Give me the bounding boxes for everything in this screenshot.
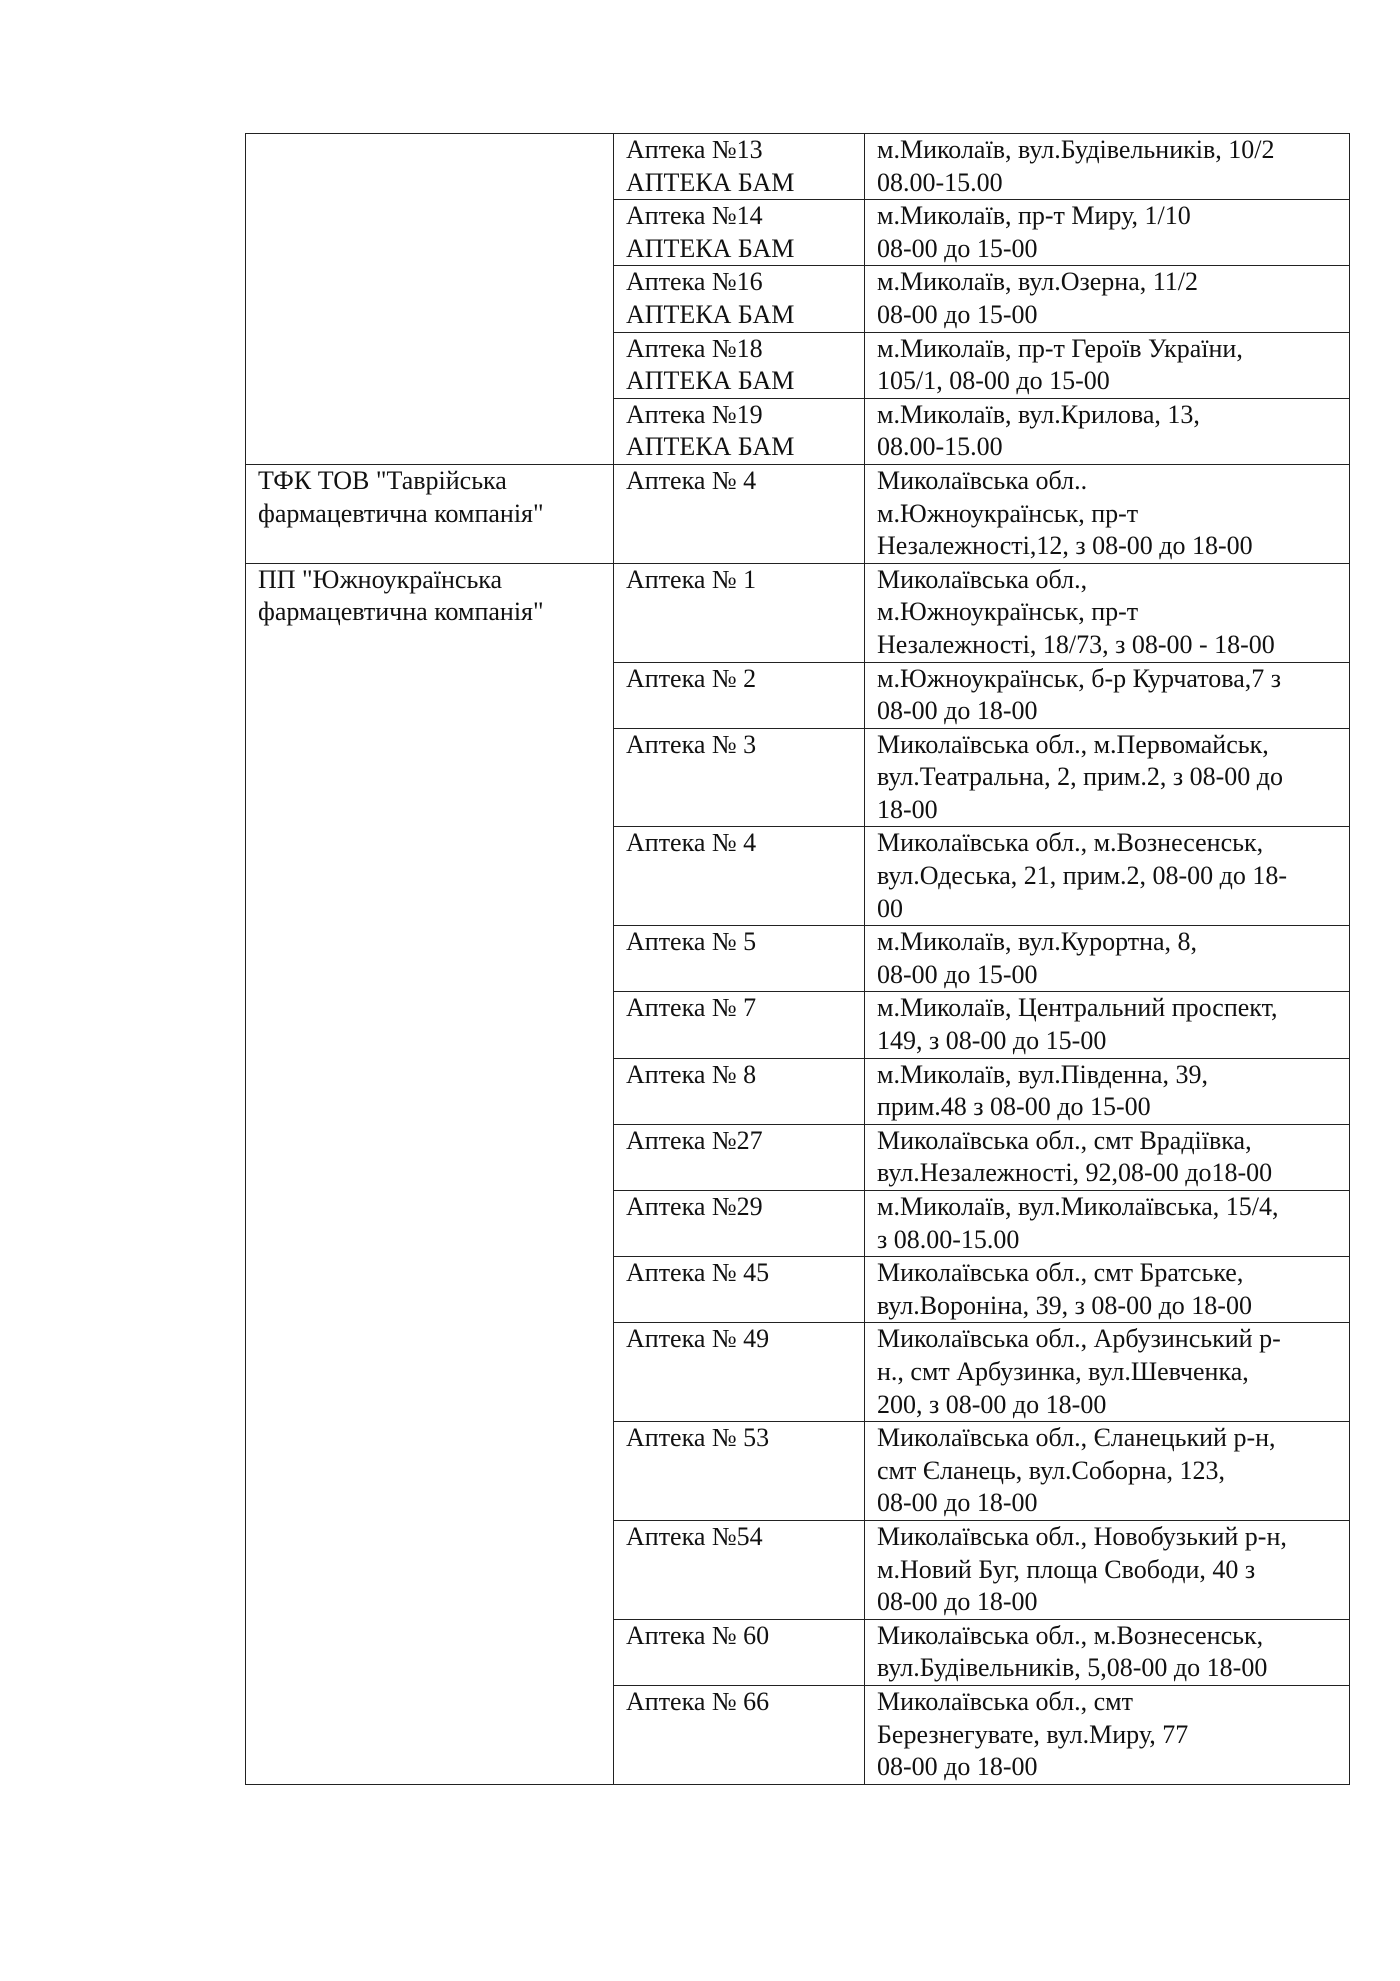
pharmacy-table [245, 133, 1350, 1785]
pharmacy-name-cell: Аптека № 66 [614, 1685, 865, 1784]
pharmacy-address-cell: Миколаївська обл.. м.Южноукраїнськ, пр-т Незалежності,12, з 08-00 до 18-00 [865, 464, 1350, 563]
pharmacy-address-cell: м.Южноукраїнськ, б-р Курчатова,7 з 08-00 до 18-00 [865, 662, 1350, 728]
table-row [246, 134, 1350, 200]
pharmacy-name-cell: Аптека № 60 [614, 1619, 865, 1685]
pharmacy-name-cell: Аптека №29 [614, 1191, 865, 1257]
pharmacy-address-cell: м.Миколаїв, вул.Озерна, 11/2 08-00 до 15-00 [865, 266, 1350, 332]
pharmacy-address-cell: м.Миколаїв, пр-т Героїв України, 105/1, 08-00 до 15-00 [865, 332, 1350, 398]
pharmacy-address-cell: Миколаївська обл., смт Братське, вул.Вороніна, 39, з 08-00 до 18-00 [865, 1257, 1350, 1323]
pharmacy-name-cell: Аптека №19 АПТЕКА БАМ [614, 398, 865, 464]
organization-cell: ТФК ТОВ "Таврійська фармацевтична компанія" [246, 464, 614, 563]
pharmacy-name-cell: Аптека №14 АПТЕКА БАМ [614, 200, 865, 266]
pharmacy-address-cell: м.Миколаїв, вул.Південна, 39, прим.48 з 08-00 до 15-00 [865, 1058, 1350, 1124]
pharmacy-name-cell: Аптека № 2 [614, 662, 865, 728]
pharmacy-name-cell: Аптека №18 АПТЕКА БАМ [614, 332, 865, 398]
pharmacy-name-cell: Аптека № 53 [614, 1422, 865, 1521]
pharmacy-address-cell: м.Миколаїв, вул.Будівельників, 10/2 08.00-15.00 [865, 134, 1350, 200]
pharmacy-name-cell: Аптека № 45 [614, 1257, 865, 1323]
pharmacy-address-cell: м.Миколаїв, вул.Крилова, 13, 08.00-15.00 [865, 398, 1350, 464]
pharmacy-address-cell: Миколаївська обл., м.Первомайськ, вул.Театральна, 2, прим.2, з 08-00 до 18-00 [865, 728, 1350, 827]
pharmacy-name-cell: Аптека № 49 [614, 1323, 865, 1422]
pharmacy-address-cell: м.Миколаїв, пр-т Миру, 1/10 08-00 до 15-00 [865, 200, 1350, 266]
pharmacy-name-cell: Аптека №16 АПТЕКА БАМ [614, 266, 865, 332]
pharmacy-address-cell: Миколаївська обл., м.Южноукраїнськ, пр-т Незалежності, 18/73, з 08-00 - 18-00 [865, 563, 1350, 662]
pharmacy-address-cell: м.Миколаїв, вул.Курортна, 8, 08-00 до 15-00 [865, 926, 1350, 992]
pharmacy-address-cell: Миколаївська обл., смт Березнегувате, вул.Миру, 77 08-00 до 18-00 [865, 1685, 1350, 1784]
pharmacy-name-cell: Аптека № 4 [614, 464, 865, 563]
pharmacy-address-cell: Миколаївська обл., Єланецький р-н, смт Єланець, вул.Соборна, 123, 08-00 до 18-00 [865, 1422, 1350, 1521]
pharmacy-table-body [246, 134, 1350, 1785]
pharmacy-address-cell: Миколаївська обл., м.Вознесенськ, вул.Будівельників, 5,08-00 до 18-00 [865, 1619, 1350, 1685]
organization-cell: ПП "Южноукраїнська фармацевтична компанія" [246, 563, 614, 1784]
pharmacy-name-cell: Аптека № 1 [614, 563, 865, 662]
pharmacy-name-cell: Аптека № 3 [614, 728, 865, 827]
organization-cell [246, 134, 614, 465]
table-row [246, 464, 1350, 563]
pharmacy-address-cell: Миколаївська обл., Арбузинський р- н., смт Арбузинка, вул.Шевченка, 200, з 08-00 до 18-00 [865, 1323, 1350, 1422]
pharmacy-name-cell: Аптека №13 АПТЕКА БАМ [614, 134, 865, 200]
pharmacy-name-cell: Аптека №27 [614, 1124, 865, 1190]
pharmacy-name-cell: Аптека № 7 [614, 992, 865, 1058]
pharmacy-name-cell: Аптека № 8 [614, 1058, 865, 1124]
pharmacy-address-cell: м.Миколаїв, Центральний проспект, 149, з 08-00 до 15-00 [865, 992, 1350, 1058]
pharmacy-address-cell: м.Миколаїв, вул.Миколаївська, 15/4, з 08.00-15.00 [865, 1191, 1350, 1257]
table-row [246, 563, 1350, 662]
pharmacy-address-cell: Миколаївська обл., м.Вознесенськ, вул.Одеська, 21, прим.2, 08-00 до 18- 00 [865, 827, 1350, 926]
pharmacy-address-cell: Миколаївська обл., Новобузький р-н, м.Новий Буг, площа Свободи, 40 з 08-00 до 18-00 [865, 1520, 1350, 1619]
pharmacy-name-cell: Аптека № 5 [614, 926, 865, 992]
pharmacy-name-cell: Аптека № 4 [614, 827, 865, 926]
pharmacy-address-cell: Миколаївська обл., смт Врадіївка, вул.Незалежності, 92,08-00 до18-00 [865, 1124, 1350, 1190]
pharmacy-name-cell: Аптека №54 [614, 1520, 865, 1619]
